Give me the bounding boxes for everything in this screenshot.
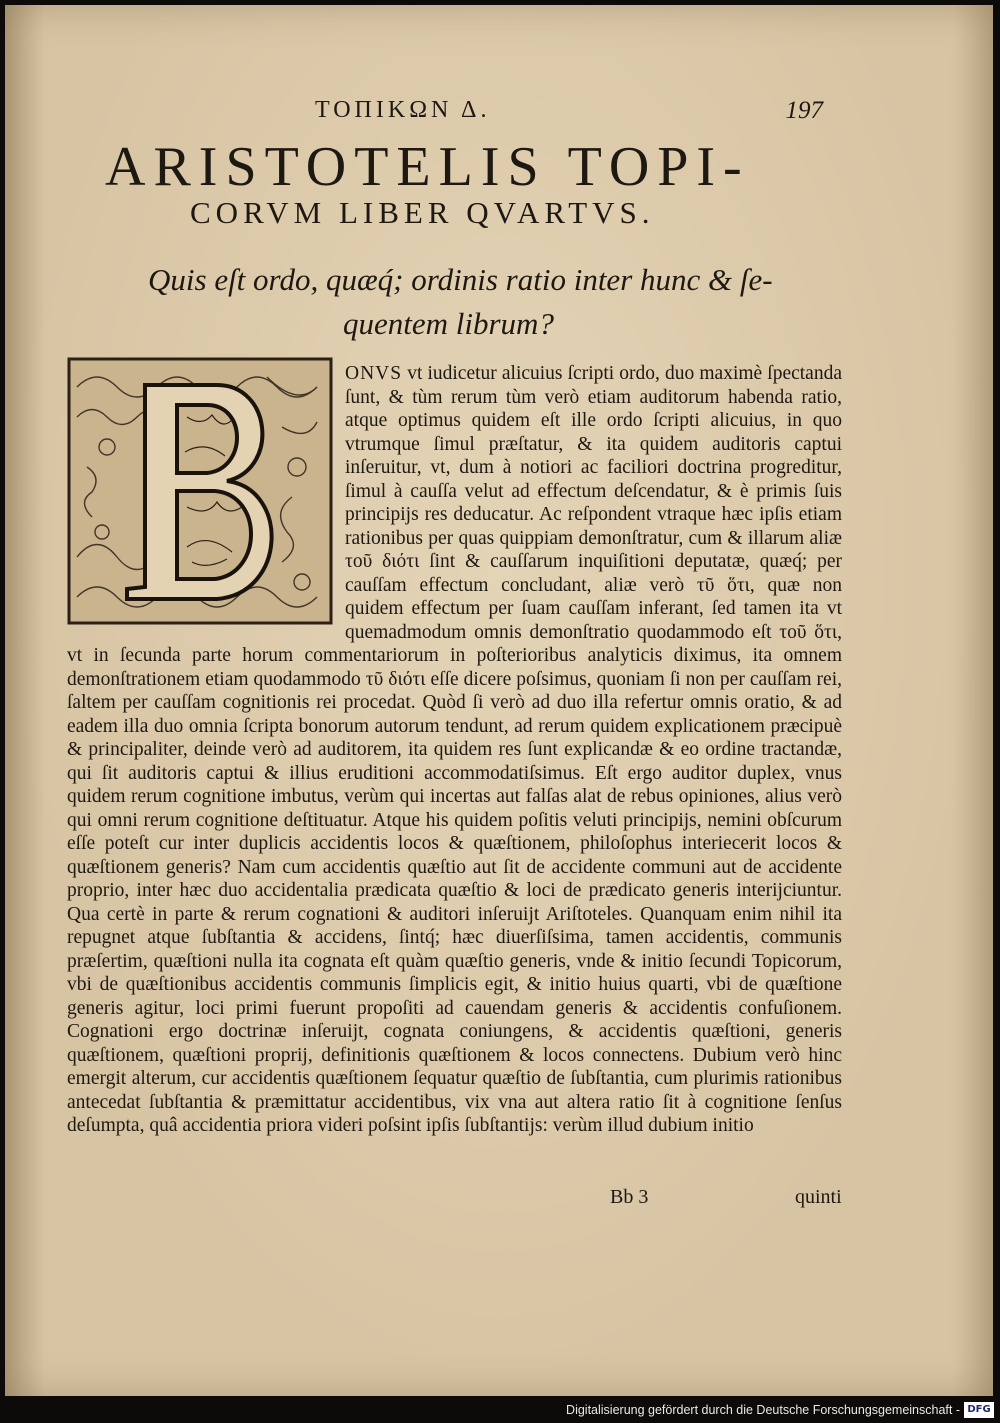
body-lead-word: ONVS <box>345 363 403 384</box>
running-head-title: ΤΟΠΙΚΩΝ Δ. <box>315 97 491 123</box>
running-head <box>5 97 993 127</box>
chapter-title-line-2: CORVM LIBER QVARTVS. <box>190 195 655 230</box>
chapter-title-line-1: ARISTOTELIS TOPI- <box>105 136 750 198</box>
dfg-logo-icon: DFG <box>964 1402 994 1418</box>
body-text <box>67 362 842 1138</box>
book-page <box>5 5 993 1396</box>
signature-mark: Bb 3 <box>610 1186 649 1208</box>
body-paragraph-text: vt iudicetur alicuius ſcripti ordo, duo maximè ſpectanda ſunt, & tùm rerum tùm verò etiam auditorum habenda ratio, atque optimus quidem eſt ille ordo ſcripti alicuius, in quo vtrumque ſimul præſtatur, & ita quidem auditoris captui inſeruitur, vt, dum à notiori ac faciliori doctrina progreditur, ſimul à cauſſa velut ad effectum deſcendatur, & è primis ſuis principijs res deducatur. Ac reſpondent vtraque hæc ipſis etiam rationibus per quas quippiam demonſtratur, cum & illarum aliæ τοῦ διότι ſint & cauſſarum inquiſitioni deputatæ, quæq́; per cauſſam effectum concludant, aliæ verò τῦ ὅτι, quæ non quidem effectum per ſuam cauſſam inferant, ſed tamen ita vt quemadmodum omnis demonſtratio quodammodo eſt τοῦ ὅτι, vt in ſecunda parte horum commentariorum in poſterioribus analyticis diximus, ita omnem demonſtrationem etiam quodammodo τῦ διότι eſſe dicere poſsimus, quoniam ſi non per cauſſam rei, ſaltem per cauſſam cognitionis rei procedat. Quòd ſi verò ad duo illa refertur omnis oratio, & ad eadem illa duo omnia ſcripta bonorum autorum tendunt, ad rerum quidem explicationem præcipuè & principaliter, deinde verò ad auditorem, ita quidem res ſunt explicandæ & eo ordine tractandæ, qui ſit auditoris captui & illius eruditioni accommodatiſsimus. Eſt ergo auditor duplex, vnus quidem rerum cognitione imbutus, verùm qui incertas aut falſas alat de rebus opiniones, alius verò qui omni rerum cognitione deſtituatur. Atque his quidem poſitis veluti principijs, nemini obſcurum eſſe poteſt cur inter duplicis accidentis locos & quæſtionem, philoſophus interiecerit locos & quæſtionem generis? Nam cum accidentis quæſtio aut ſit de accidente communi aut de accidente proprio, inter hæc duo accidentalia prædicata quæſtio & loci de prædicato generis interijciuntur. Qua certè in parte & rerum cognationi & auditori inſeruijt Ariſtoteles. Quanquam enim nihil ita repugnet atque ſubſtantia & accidens, ſintq́; hæc diuerſiſsima, tamen accidentis, communis præſertim, quæſtioni nulla ita cognata eſt quàm quæſtio generis, vnde & initio ſecundi Topicorum, vbi de quæſtionibus accidentis communis ſimplicis egit, & initio huius quarti, vbi de quæſtione generis agitur, loci primi fuerunt propoſiti ad cauendam generis & accidentis confuſionem. Cognationi ergo doctrinæ inſeruijt, cognata coniungens, & accidentis quæſtioni, generis quæſtionem, quæſtioni proprij, definitionis quæſtionem & locos connectens. Dubium verò hinc emergit alterum, cur accidentis quæſtionem ſequatur quæſtio de ſubſtantia, cum plurimis rationibus antecedat ſubſtantia & præmittatur accidentibus, vix vna aut altera ratio ſit à cognitione ſenſus deſumpta, quâ accidentia priora videri poſsint ipſis ſubſtantijs: verùm illud dubium initio <box>67 363 842 1136</box>
question-line-1: Quis eſt ordo, quæq́; ordinis ratio inter hunc & ſe- <box>148 262 773 297</box>
digitization-bar <box>0 1396 1000 1423</box>
question-line-2: quentem librum? <box>343 306 554 341</box>
question-heading <box>148 258 858 346</box>
page-number: 197 <box>785 97 823 124</box>
page-footer <box>5 1186 993 1216</box>
initial-letter-space <box>67 362 345 624</box>
catchword: quinti <box>795 1186 842 1208</box>
digitization-notice: Digitalisierung gefördert durch die Deutsche Forschungsgemeinschaft - <box>566 1403 960 1417</box>
